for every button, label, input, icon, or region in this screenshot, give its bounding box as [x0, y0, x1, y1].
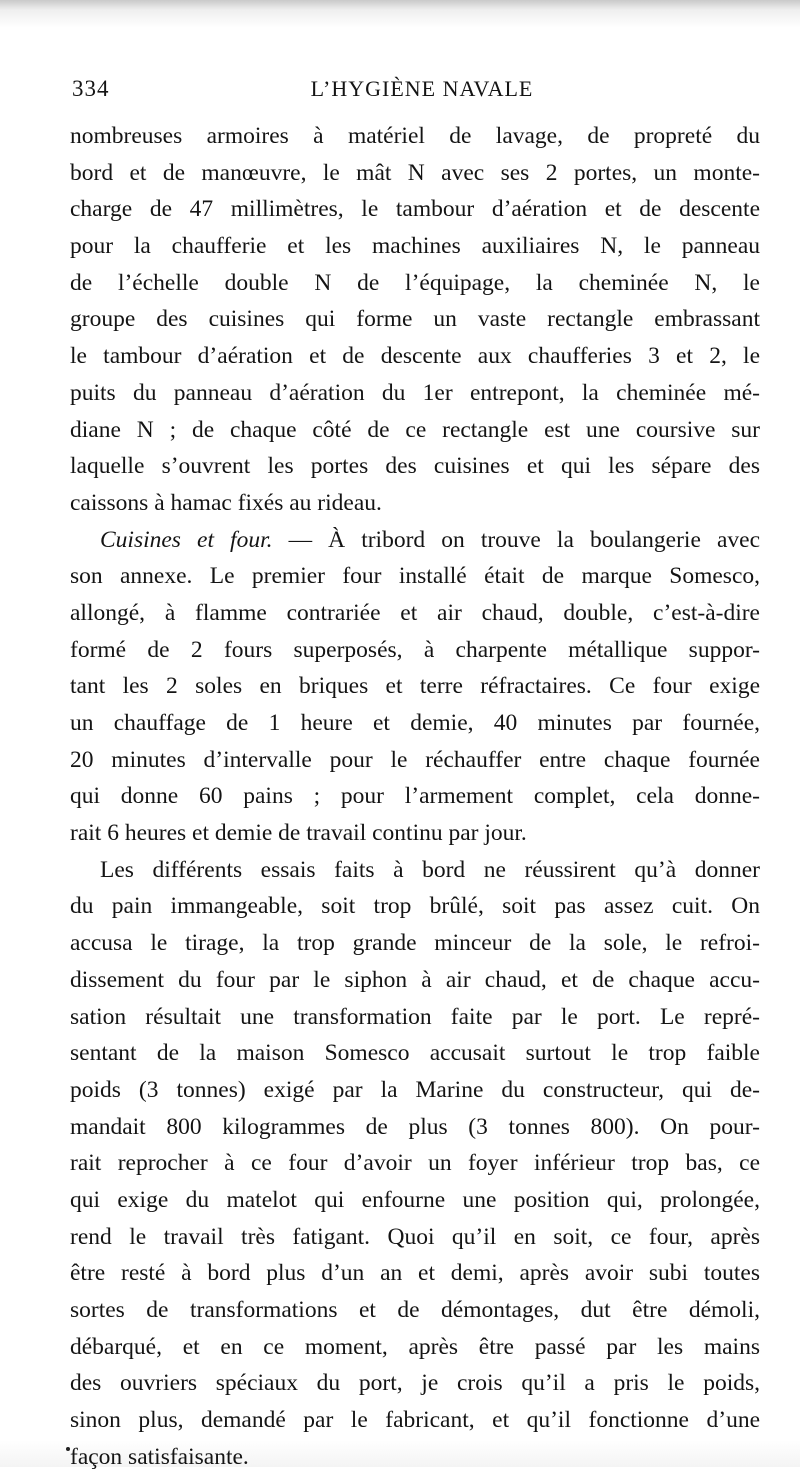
section-heading-line — [70, 522, 760, 559]
text-line: qui exige du matelot qui enfourne une position qui, prolongée, — [70, 1186, 760, 1213]
text-line: du pain immangeable, soit trop brûlé, soit pas assez cuit. On — [70, 893, 760, 920]
text-line: de l’échelle double N de l’équipage, la cheminée N, le — [70, 269, 760, 296]
text-line: bord et de manœuvre, le mât N avec ses 2 portes, un monte- — [70, 159, 760, 186]
text-line: rend le travail très fatigant. Quoi qu’il en soit, ce four, après — [70, 1223, 760, 1250]
text-line: Les différents essais faits à bord ne réussirent qu’à donner — [100, 856, 760, 883]
text-line: pour la chaufferie et les machines auxiliaires N, le panneau — [70, 233, 760, 260]
text-line: sortes de transformations et de démontages, dut être démoli, — [70, 1297, 760, 1323]
section-heading: Cuisines et four. — [100, 526, 273, 553]
page-header — [72, 76, 772, 112]
text-line: accusa le tirage, la trop grande minceur de la sole, le refroi- — [70, 930, 760, 957]
text-line: dissement du four par le siphon à air chaud, et de chaque accu- — [70, 966, 760, 993]
text-line: diane N ; de chaque côté de ce rectangle est une coursive sur — [70, 416, 760, 443]
text-line: son annexe. Le premier four installé était de marque Somesco, — [70, 563, 760, 590]
text-line: puits du panneau d’aération du 1er entrepont, la cheminée mé- — [70, 379, 760, 406]
text-line: être resté à bord plus d’un an et demi, après avoir subi toutes — [70, 1260, 760, 1287]
text-line: sinon plus, demandé par le fabricant, et qu’il fonctionne d’une — [70, 1407, 760, 1434]
page-number: 334 — [72, 76, 110, 101]
text-line: un chauffage de 1 heure et demie, 40 minutes par fournée, — [70, 710, 760, 736]
text-line: poids (3 tonnes) exigé par la Marine du constructeur, qui de- — [70, 1076, 760, 1103]
text-line: des ouvriers spéciaux du port, je crois qu’il a pris le poids, — [70, 1370, 760, 1397]
text-line: façon satisfaisante. — [70, 1443, 249, 1470]
text-line: rait 6 heures et demie de travail continu par jour. — [70, 820, 527, 847]
text-line: débarqué, et en ce moment, après être passé par les mains — [70, 1333, 760, 1360]
text-line: charge de 47 millimètres, le tambour d’aération et de descente — [70, 196, 760, 223]
text-line: caissons à hamac fixés au rideau. — [70, 489, 382, 516]
text-line: tant les 2 soles en briques et terre réfractaires. Ce four exige — [70, 673, 760, 700]
text-line: mandait 800 kilogrammes de plus (3 tonnes 800). On pour- — [70, 1113, 760, 1140]
text-line: sentant de la maison Somesco accusait surtout le trop faible — [70, 1040, 760, 1067]
text-line: rait reprocher à ce four d’avoir un foyer inférieur trop bas, ce — [70, 1150, 760, 1177]
text-fragment: — À tribord on trouve la boulangerie avec — [272, 526, 760, 553]
text-line: 20 minutes d’intervalle pour le réchauffer entre chaque fournée — [70, 746, 760, 773]
text-line: formé de 2 fours superposés, à charpente métallique suppor- — [70, 636, 760, 663]
text-line: qui donne 60 pains ; pour l’armement complet, cela donne- — [70, 783, 760, 810]
text-line: le tambour d’aération et de descente aux chaufferies 3 et 2, le — [70, 343, 760, 370]
text-line: allongé, à flamme contrariée et air chaud, double, c’est-à-dire — [70, 599, 760, 626]
text-line: laquelle s’ouvrent les portes des cuisines et qui les sépare des — [70, 453, 760, 480]
running-title: L’HYGIÈNE NAVALE — [310, 76, 534, 101]
body-text — [70, 118, 760, 1475]
text-line: sation résultait une transformation faite par le port. Le repré- — [70, 1003, 760, 1030]
text-line: groupe des cuisines qui forme un vaste rectangle embrassant — [70, 306, 760, 333]
ink-speck — [66, 1447, 70, 1451]
text-line: nombreuses armoires à matériel de lavage, de propreté du — [70, 123, 760, 149]
